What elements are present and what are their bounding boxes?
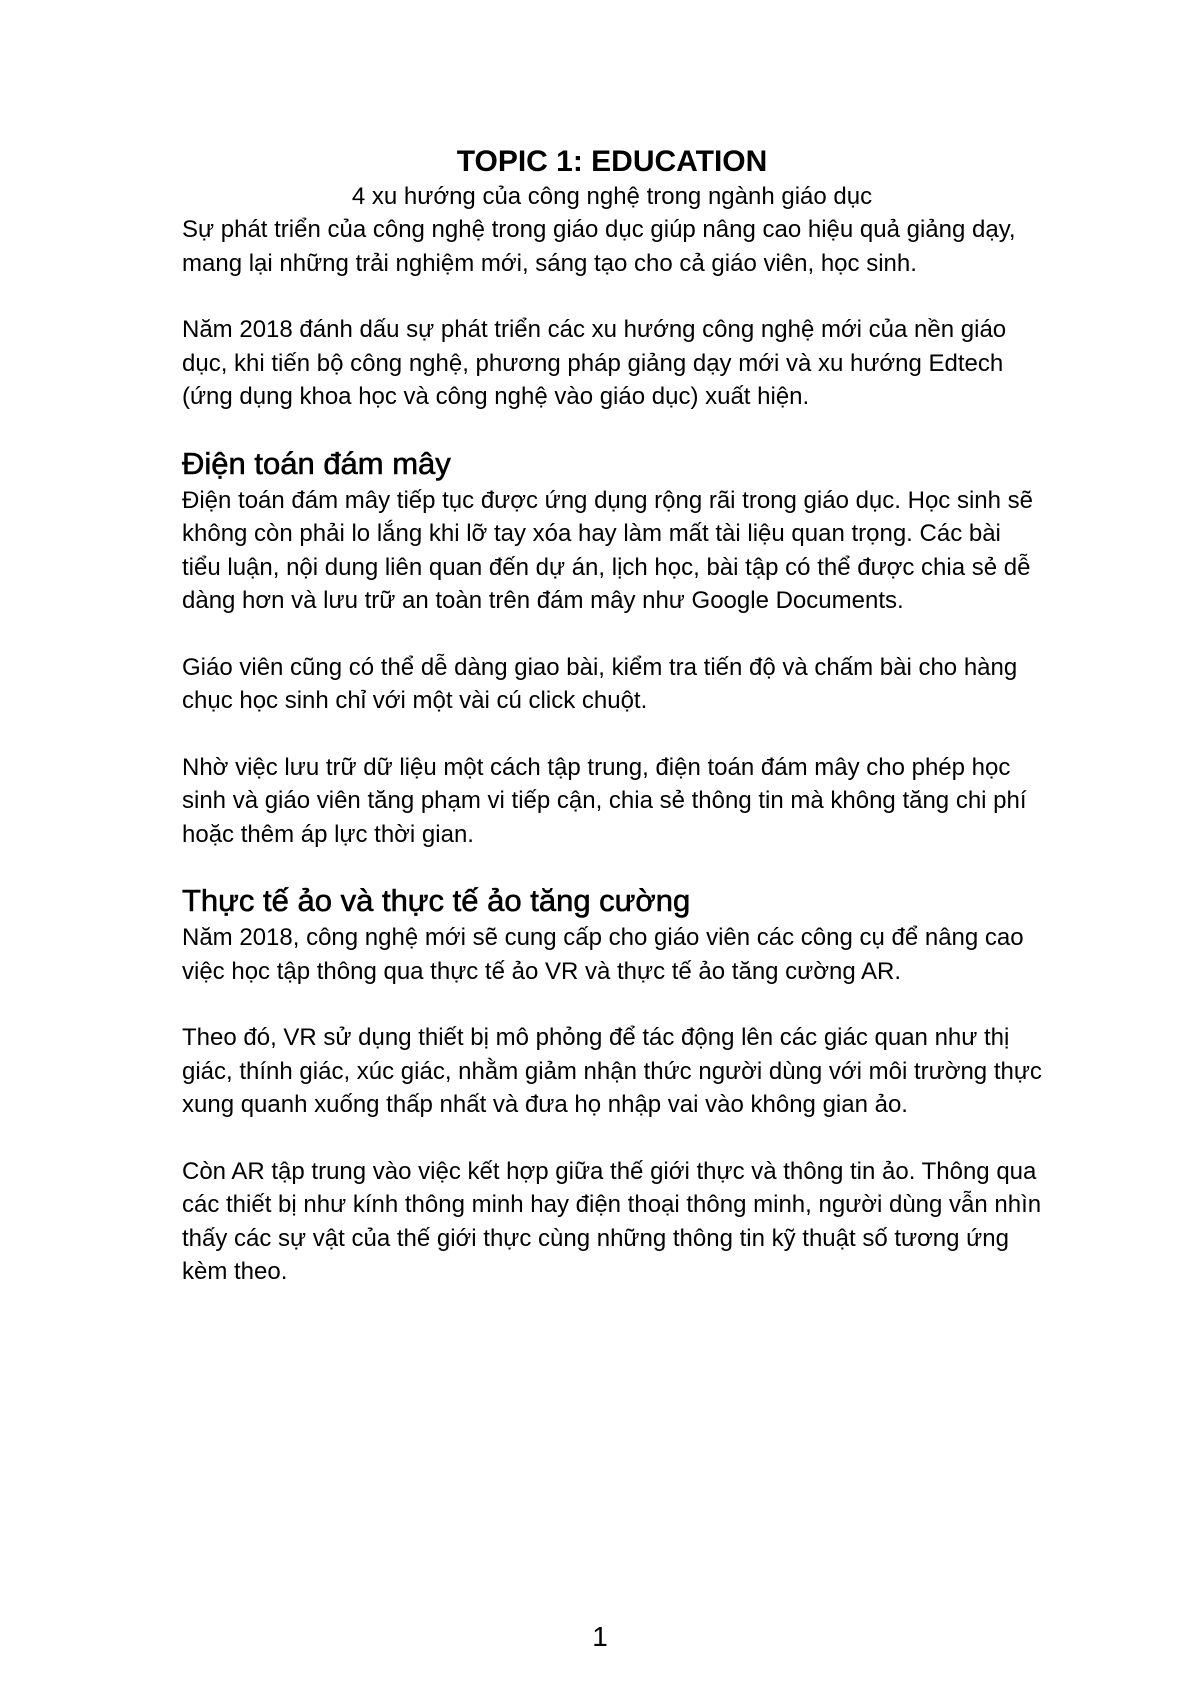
document-subtitle: 4 xu hướng của công nghệ trong ngành giáo dục [351, 183, 873, 210]
section-2-paragraph-3: Còn AR tập trung vào việc kết hợp giữa thế giới thực và thông tin ảo. Thông qua các thiết bị như kính thông minh hay điện thoại thông minh, người dùng vẫn nhìn thấy các sự vật của thế giới thực cùng những thông tin kỹ thuật số tương ứng kèm theo. [182, 1157, 1042, 1285]
section-heading-cloud-computing: Điện toán đám mây [182, 445, 451, 481]
section-1-paragraph-3: Nhờ việc lưu trữ dữ liệu một cách tập trung, điện toán đám mây cho phép học sinh và giáo viên tăng phạm vi tiếp cận, chia sẻ thông tin mà không tăng chi phí hoặc thêm áp lực thời gian. [182, 753, 1027, 848]
section-1-paragraph-1: Điện toán đám mây tiếp tục được ứng dụng rộng rãi trong giáo dục. Học sinh sẽ không còn phải lo lắng khi lỡ tay xóa hay làm mất tài liệu quan trọng. Các bài tiểu luận, nội dung liên quan đến dự án, lịch học, bài tập có thể được chia sẻ dễ dàng hơn và lưu trữ an toàn trên đám mây như Google Documents. [182, 486, 1034, 614]
section-2-paragraph-1: Năm 2018, công nghệ mới sẽ cung cấp cho giáo viên các công cụ để nâng cao việc học tập thông qua thực tế ảo VR và thực tế ảo tăng cường AR. [182, 924, 1024, 985]
document-title: TOPIC 1: EDUCATION [456, 145, 768, 178]
section-2-paragraph-2: Theo đó, VR sử dụng thiết bị mô phỏng để tác động lên các giác quan như thị giác, thính giác, xúc giác, nhằm giảm nhận thức người dùng với môi trường thực xung quanh xuống thấp nhất và đưa họ nhập vai vào không gian ảo. [182, 1024, 1042, 1118]
page-number: 1 [592, 1621, 608, 1652]
page-content [182, 143, 1042, 1322]
section-1-paragraph-2: Giáo viên cũng có thể dễ dàng giao bài, kiểm tra tiến độ và chấm bài cho hàng chục học sinh chỉ với một vài cú click chuột. [182, 653, 1018, 714]
intro-paragraph-2: Năm 2018 đánh dấu sự phát triển các xu hướng công nghệ mới của nền giáo dục, khi tiến bộ công nghệ, phương pháp giảng dạy mới và xu hướng Edtech (ứng dụng khoa học và công nghệ vào giáo dục) xuất hiện. [182, 316, 1007, 410]
intro-paragraph-1: Sự phát triển của công nghệ trong giáo dục giúp nâng cao hiệu quả giảng dạy, mang lại những trải nghiệm mới, sáng tạo cho cả giáo viên, học sinh. [182, 216, 1016, 277]
section-heading-vr-ar: Thực tế ảo và thực tế ảo tăng cường [182, 883, 691, 918]
